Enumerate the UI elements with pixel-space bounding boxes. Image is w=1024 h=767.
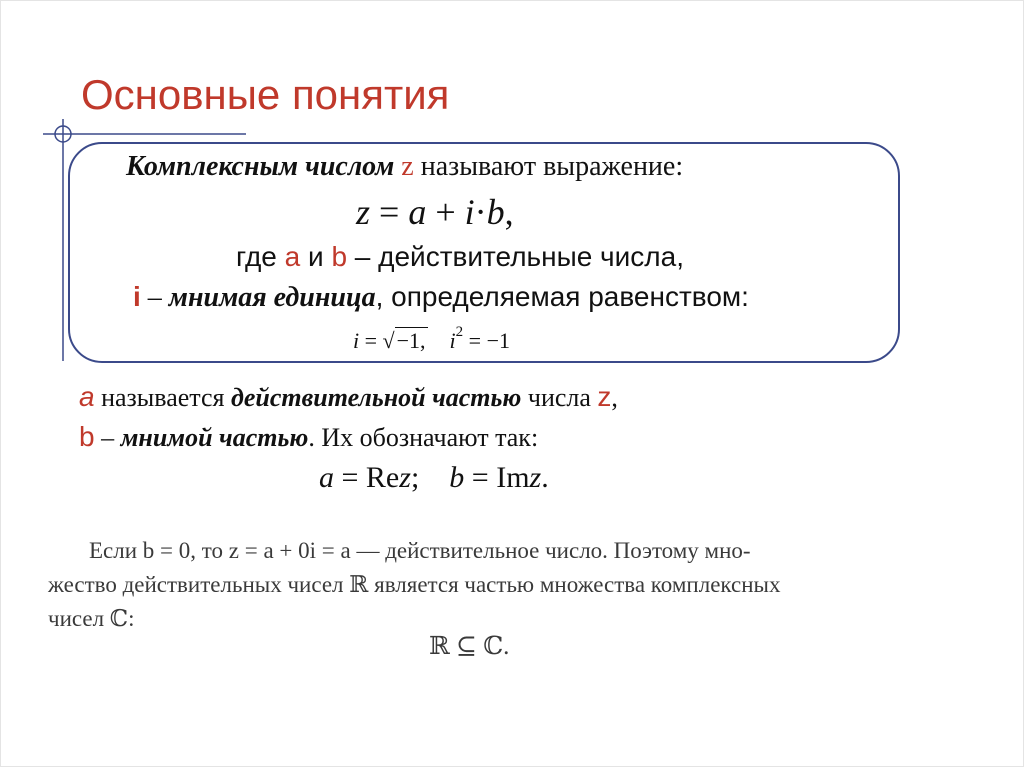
formula-eq: = [379, 192, 400, 232]
parts-formula-eq2: = [471, 461, 489, 494]
where-a: a [284, 241, 301, 272]
parts-formula-z1: z [399, 461, 411, 494]
parts-formula-eq1: = [341, 461, 359, 494]
parts-formula-re: Re [365, 461, 400, 494]
i-formula-exp: 2 [455, 324, 464, 340]
imag-part-text: . Их обозначают так: [308, 423, 539, 452]
definition-imag-unit [133, 281, 749, 314]
formula-a: a [408, 192, 427, 232]
where-prefix: где [236, 241, 277, 272]
parts-formula-dot: . [541, 461, 549, 494]
formula-b: b [486, 192, 505, 232]
real-part-var: a [79, 381, 95, 412]
real-part-var-z: z [597, 381, 612, 412]
formula-i: i [464, 192, 475, 232]
real-part-text2: числа [527, 383, 591, 412]
i-formula-i1: i [353, 328, 360, 353]
imag-part-line [79, 421, 538, 453]
parts-formula-a: a [319, 461, 334, 494]
formula-comma: , [504, 192, 514, 232]
parts-formula-im: Im [496, 461, 530, 494]
formula-lhs: z [356, 192, 371, 232]
i-formula-eq1: = [364, 328, 378, 353]
definition-where [236, 241, 684, 273]
real-part-bold: действительной частью [230, 383, 522, 412]
definition-lead-var: z [401, 151, 414, 182]
definition-formula [356, 191, 514, 233]
excerpt-formula: ℝ ⊆ ℂ. [429, 633, 510, 660]
parts-formula-semi: ; [410, 461, 420, 494]
sqrt-icon: √ [382, 328, 395, 353]
i-formula-root-arg: −1, [396, 328, 426, 353]
imag-part-dash: – [101, 423, 115, 452]
where-suffix: – действительные числа, [354, 241, 684, 272]
imag-unit-symbol: i [133, 281, 141, 312]
imag-unit-bold: мнимая единица [168, 282, 376, 313]
imag-unit-rest: , определяемая равенством: [375, 281, 749, 312]
real-part-text1: называется [101, 383, 225, 412]
i-formula-rhs: −1 [486, 328, 511, 353]
parts-formula [319, 461, 549, 495]
imag-unit-formula [353, 324, 510, 354]
formula-plus: + [435, 192, 456, 232]
slide-title: Основные понятия [81, 71, 450, 118]
i-formula-eq2: = [468, 328, 482, 353]
parts-formula-z2: z [529, 461, 542, 494]
excerpt-line-3: чисел ℂ: [48, 606, 135, 631]
i-formula-i2: i [449, 328, 456, 353]
where-b: b [331, 241, 348, 272]
imag-part-var: b [79, 421, 95, 452]
definition-lead-bold: Комплексным числом [126, 151, 395, 182]
imag-part-bold: мнимой частью [120, 423, 309, 452]
parts-formula-b: b [449, 461, 465, 494]
where-and: и [308, 241, 324, 272]
excerpt-line-1: Если b = 0, то z = a + 0i = a — действительное число. Поэтому мно- [89, 538, 751, 563]
definition-lead [126, 151, 683, 183]
real-part-comma: , [611, 383, 618, 412]
formula-dot: · [474, 192, 487, 232]
real-part-line [79, 381, 618, 413]
excerpt-line-2: жество действительных чисел ℝ является частью множества комплексных [48, 572, 781, 597]
definition-lead-rest: называют выражение: [420, 151, 684, 182]
imag-unit-dash: – [147, 282, 162, 313]
